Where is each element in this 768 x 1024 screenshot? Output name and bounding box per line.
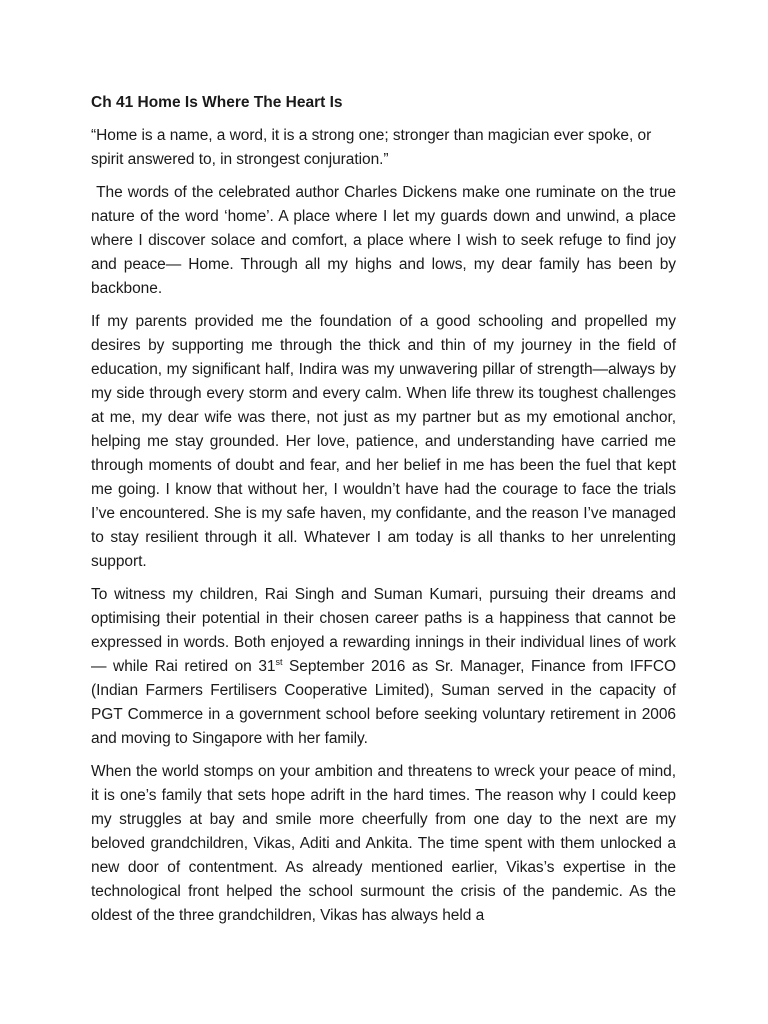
children-paragraph bbox=[91, 583, 676, 751]
document-page bbox=[91, 92, 681, 937]
quote-paragraph: “Home is a name, a word, it is a strong one; stronger than magician ever spoke, or spirit answered to, in strongest conjuration.” bbox=[91, 127, 652, 168]
grandchildren-paragraph: When the world stomps on your ambition and threatens to wreck your peace of mind, it is one’s family that sets hope adrift in the hard times. The reason why I could keep my struggles at bay and smile more cheerfully from one day to the next are my beloved grandchildren, Vikas, Aditi and Ankita. The time spent with them unlocked a new door of contentment. As already mentioned earlier, Vikas’s expertise in the technological front helped the school surmount the crisis of the pandemic. As the oldest of the three grandchildren, Vikas has always held a bbox=[91, 763, 676, 924]
children-text-part2: September 2016 as Sr. Manager, Finance from IFFCO (Indian Farmers Fertilisers Cooperative Limited), Suman served in the capacity of PGT Commerce in a government school before seeking voluntary retirement in 2006 and moving to Singapore with her family. bbox=[91, 658, 676, 747]
dickens-paragraph: The words of the celebrated author Charles Dickens make one ruminate on the true nature of the word ‘home’. A place where I let my guards down and unwind, a place where I discover solace and comfort, a place where I wish to seek refuge to find joy and peace— Home. Through all my highs and lows, my dear family has been by backbone. bbox=[91, 184, 681, 297]
children-text-part1: To witness my children, Rai Singh and Suman Kumari, pursuing their dreams and optimising their potential in their chosen career paths is a happiness that cannot be expressed in words. Both enjoyed a rewarding innings in their individual lines of work— while Rai retired on 31 bbox=[91, 586, 676, 675]
chapter-title: Ch 41 Home Is Where The Heart Is bbox=[91, 94, 343, 111]
parents-wife-paragraph: If my parents provided me the foundation of a good schooling and propelled my desires by supporting me through the thick and thin of my journey in the field of education, my significant half, Indira was my unwavering pillar of strength—always by my side through every storm and every calm. When life threw its toughest challenges at me, my dear wife was there, not just as my partner but as my emotional anchor, helping me stay grounded. Her love, patience, and understanding have carried me through moments of doubt and fear, and her belief in me has been the fuel that kept me going. I know that without her, I wouldn’t have had the courage to face the trials I’ve encountered. She is my safe haven, my confidante, and the reason I’ve managed to stay resilient through it all. Whatever I am today is all thanks to her unrelenting support. bbox=[91, 313, 676, 570]
ordinal-superscript: st bbox=[275, 656, 283, 667]
